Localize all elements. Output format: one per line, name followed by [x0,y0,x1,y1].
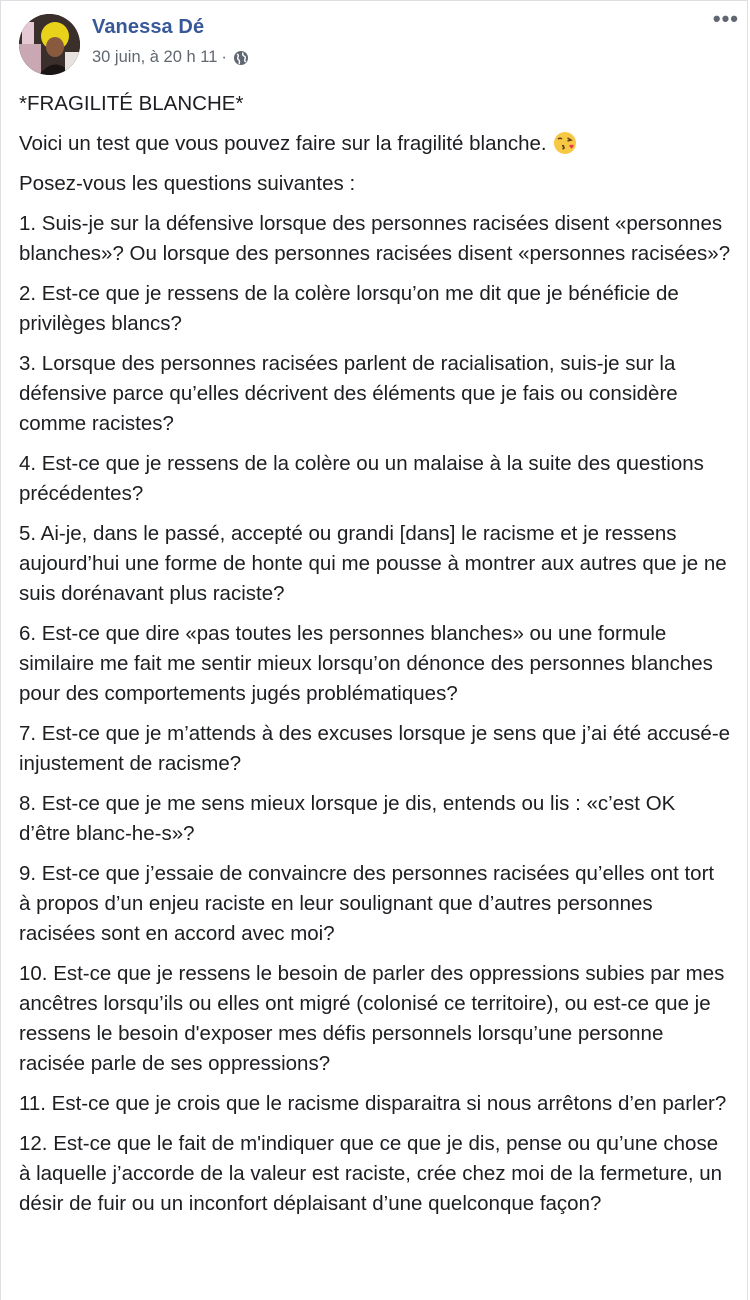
more-options-icon[interactable]: ••• [712,6,739,31]
question-item: 4. Est-ce que je ressens de la colère ou un malaise à la suite des questions précédentes? [19,452,704,505]
post-intro [19,129,731,159]
kiss-face-emoji-icon [553,131,577,155]
post-body [19,89,731,1229]
author-name[interactable]: Vanessa Dé [92,16,205,38]
post-header [1,1,747,79]
question-item: 3. Lorsque des personnes racisées parlent de racialisation, suis-je sur la défensive parce qu’elles décrivent des éléments que je fais ou considère comme racistes? [19,352,678,435]
meta-separator: · [221,48,227,66]
question-item: 6. Est-ce que dire «pas toutes les personnes blanches» ou une formule similaire me fait me sentir mieux lorsqu’on dénonce des personnes blanches pour des comportements jugés problématiques? [19,622,713,705]
post-meta [92,48,249,67]
question-item: 10. Est-ce que je ressens le besoin de parler des oppressions subies par mes ancêtres lorsqu’ils ou elles ont migré (colonisé ce territoire), ou est-ce que je ressens le besoin d'exposer mes défis personnels lorsqu’une personne racisée parle de ses oppressions? [19,962,725,1075]
question-item: 1. Suis-je sur la défensive lorsque des personnes racisées disent «personnes blanches»? Ou lorsque des personnes racisées disent «personnes racisées»? [19,212,731,265]
question-item: 8. Est-ce que je me sens mieux lorsque je dis, entends ou lis : «c’est OK d’être blanc-he-s»? [19,792,676,845]
post-timestamp[interactable]: 30 juin, à 20 h 11 [92,48,218,66]
post-intro-text: Voici un test que vous pouvez faire sur la fragilité blanche. [19,132,547,155]
questions-list [19,209,731,1219]
question-item: 12. Est-ce que le fait de m'indiquer que ce que je dis, pense ou qu’une chose à laquelle j’accorde de la valeur est raciste, crée chez moi de la fermeture, un désir de fuir ou un inconfort déplaisant d’une quelconque façon? [19,1132,723,1215]
question-item: 11. Est-ce que je crois que le racisme disparaitra si nous arrêtons d’en parler? [19,1092,727,1115]
question-item: 5. Ai-je, dans le passé, accepté ou grandi [dans] le racisme et je ressens aujourd’hui une forme de honte qui me pousse à montrer aux autres que je ne suis dorénavant plus raciste? [19,522,727,605]
post-prompt: Posez-vous les questions suivantes : [19,172,356,195]
globe-icon[interactable] [233,50,249,66]
avatar-image [19,14,80,75]
question-item: 7. Est-ce que je m’attends à des excuses lorsque je sens que j’ai été accusé-e injustement de racisme? [19,722,731,775]
question-item: 2. Est-ce que je ressens de la colère lorsqu’on me dit que je bénéficie de privilèges blancs? [19,282,679,335]
question-item: 9. Est-ce que j’essaie de convaincre des personnes racisées qu’elles ont tort à propos d’un enjeu raciste en leur soulignant que d’autres personnes racisées sont en accord avec moi? [19,862,715,945]
avatar[interactable] [19,14,80,75]
post-title: *FRAGILITÉ BLANCHE* [19,92,244,115]
